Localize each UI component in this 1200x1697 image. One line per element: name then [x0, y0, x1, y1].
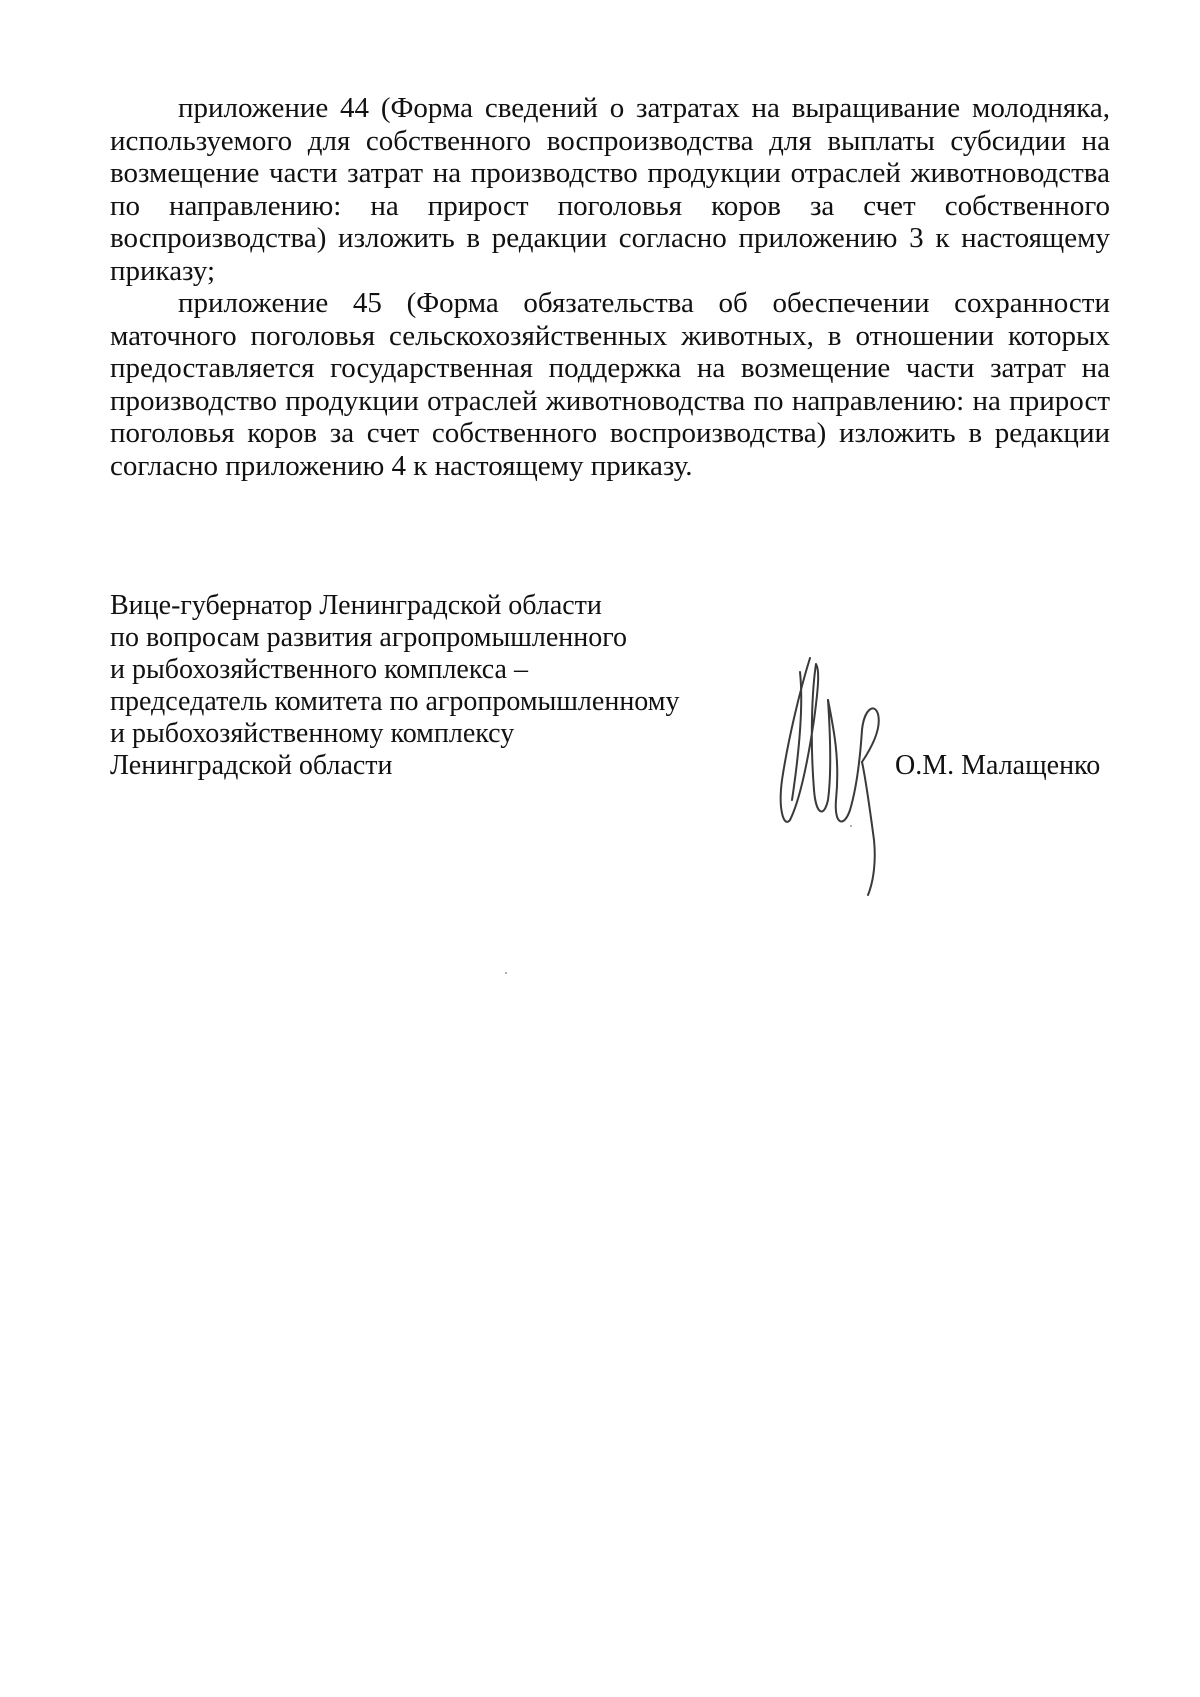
position-line: по вопросам развития агропромышленного: [110, 622, 628, 653]
signatory-position: [110, 590, 730, 782]
document-body: [110, 92, 1110, 482]
position-line: и рыбохозяйственного комплекса –: [110, 654, 528, 685]
signatory-name: О.М. Малащенко: [895, 750, 1101, 781]
handwritten-signature-icon: [770, 650, 900, 900]
scan-speck: [505, 972, 507, 974]
position-line: Вице-губернатор Ленинградской области: [110, 590, 602, 621]
scan-speck: [850, 825, 852, 827]
position-line: Ленинградской области: [110, 750, 393, 781]
position-line: председатель комитета по агропромышленному: [110, 686, 680, 717]
paragraph-appendix-44: приложение 44 (Форма сведений о затратах на выращивание молодняка, используемого для собственного воспроизводства для выплаты субсидии на возмещение части затрат на производство продукции отраслей животноводства по направлению: на прирост поголовья коров за счет собственного воспроизводства) изложить в редакции согласно приложению 3 к настоящему приказу;: [110, 92, 1110, 287]
position-line: и рыбохозяйственному комплексу: [110, 718, 515, 749]
paragraph-appendix-45: приложение 45 (Форма обязательства об обеспечении сохранности маточного поголовья сельскохозяйственных животных, в отношении которых предоставляется государственная поддержка на возмещение части затрат на производство продукции отраслей животноводства по направлению: на прирост поголовья коров за счет собственного воспроизводства) изложить в редакции согласно приложению 4 к настоящему приказу.: [110, 287, 1110, 482]
